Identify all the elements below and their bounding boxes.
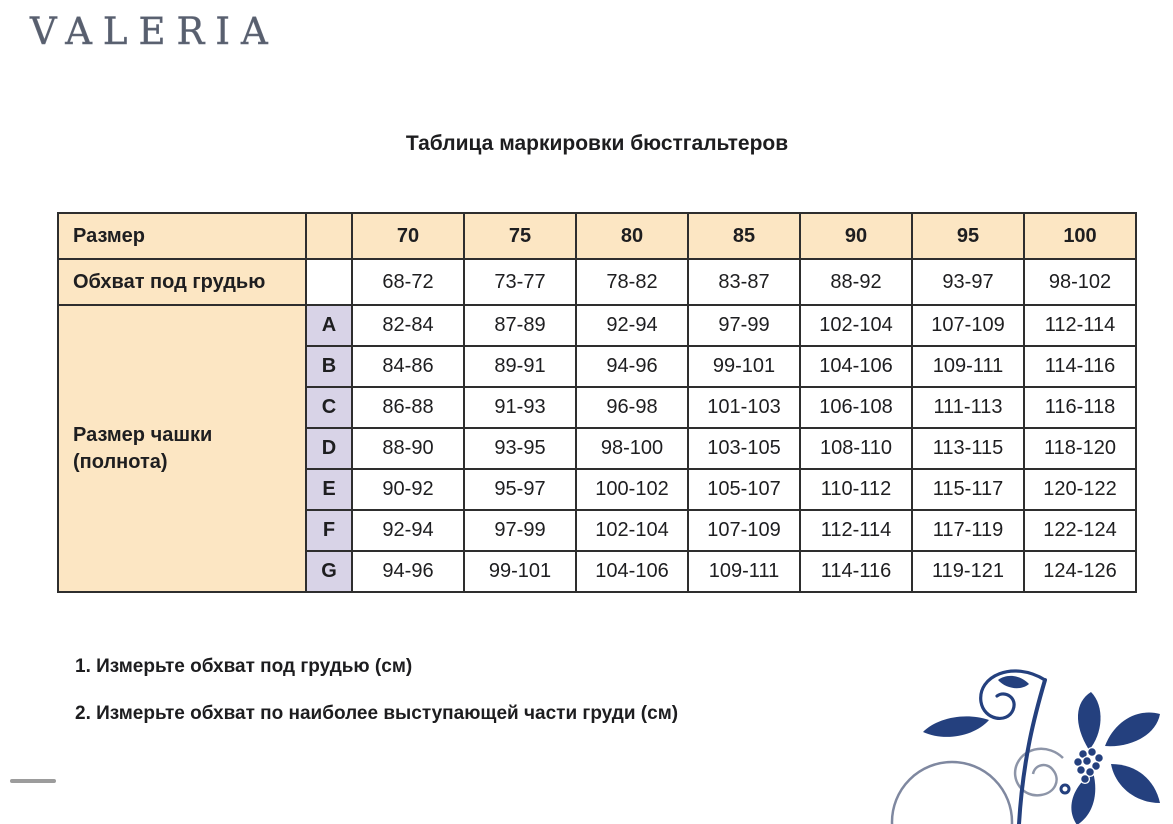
- underbust-cell: 68-72: [352, 259, 464, 305]
- cup-value-cell: 107-109: [912, 305, 1024, 346]
- brand-logo: VALERIA: [30, 10, 279, 53]
- instruction-2: 2. Измерьте обхват по наиболее выступающей части груди (см): [75, 703, 679, 724]
- size-row-label: Размер: [58, 213, 306, 259]
- cup-value-cell: 116-118: [1024, 387, 1136, 428]
- ornament-curl-leaf: [998, 676, 1029, 688]
- cup-value-cell: 106-108: [800, 387, 912, 428]
- flower-petal-upper-right: [1105, 712, 1160, 746]
- cup-value-cell: 119-121: [912, 551, 1024, 592]
- cup-value-cell: 111-113: [912, 387, 1024, 428]
- cup-value-cell: 120-122: [1024, 469, 1136, 510]
- cup-value-cell: 105-107: [688, 469, 800, 510]
- cup-value-cell: 91-93: [464, 387, 576, 428]
- cup-value-cell: 82-84: [352, 305, 464, 346]
- cup-value-cell: 94-96: [576, 346, 688, 387]
- cup-value-cell: 109-111: [912, 346, 1024, 387]
- underbust-cell: 73-77: [464, 259, 576, 305]
- underbust-cell: 83-87: [688, 259, 800, 305]
- measuring-instructions: [75, 656, 678, 750]
- spacer-cell: [306, 259, 352, 305]
- cup-value-cell: 94-96: [352, 551, 464, 592]
- cup-value-cell: 88-90: [352, 428, 464, 469]
- cup-value-cell: 114-116: [1024, 346, 1136, 387]
- cup-letter-cell: E: [306, 469, 352, 510]
- cup-value-cell: 118-120: [1024, 428, 1136, 469]
- cup-value-cell: 93-95: [464, 428, 576, 469]
- cup-value-cell: 97-99: [688, 305, 800, 346]
- cup-value-cell: 102-104: [800, 305, 912, 346]
- table-row-cup-a: [58, 305, 1136, 346]
- cup-value-cell: 114-116: [800, 551, 912, 592]
- cutoff-text-fragment: [10, 779, 56, 783]
- cup-value-cell: 115-117: [912, 469, 1024, 510]
- cup-size-label-line2: (полнота): [73, 450, 168, 473]
- cup-value-cell: 92-94: [352, 510, 464, 551]
- cup-value-cell: 112-114: [800, 510, 912, 551]
- cup-value-cell: 112-114: [1024, 305, 1136, 346]
- size-header-cell: 90: [800, 213, 912, 259]
- size-header-cell: 100: [1024, 213, 1136, 259]
- cup-value-cell: 89-91: [464, 346, 576, 387]
- berry-cluster: [1074, 748, 1104, 784]
- size-header-cell: 95: [912, 213, 1024, 259]
- cup-value-cell: 96-98: [576, 387, 688, 428]
- cup-size-label-line1: Размер чашки: [73, 423, 213, 446]
- underbust-cell: 78-82: [576, 259, 688, 305]
- cup-value-cell: 108-110: [800, 428, 912, 469]
- ornament-circle-swirl: [892, 762, 1012, 824]
- size-header-cell: 80: [576, 213, 688, 259]
- size-header-cell: 70: [352, 213, 464, 259]
- ornament-ring-dot: [1061, 785, 1069, 793]
- cup-value-cell: 104-106: [576, 551, 688, 592]
- cup-value-cell: 101-103: [688, 387, 800, 428]
- cup-value-cell: 97-99: [464, 510, 576, 551]
- cup-letter-cell: F: [306, 510, 352, 551]
- cup-letter-cell: A: [306, 305, 352, 346]
- cup-value-cell: 107-109: [688, 510, 800, 551]
- cup-value-cell: 99-101: [464, 551, 576, 592]
- size-header-cell: 75: [464, 213, 576, 259]
- spacer-cell: [306, 213, 352, 259]
- underbust-cell: 98-102: [1024, 259, 1136, 305]
- cup-value-cell: 104-106: [800, 346, 912, 387]
- cup-value-cell: 84-86: [352, 346, 464, 387]
- cup-value-cell: 90-92: [352, 469, 464, 510]
- flower-petal-upper-left: [1078, 692, 1101, 750]
- cup-value-cell: 122-124: [1024, 510, 1136, 551]
- cup-value-cell: 103-105: [688, 428, 800, 469]
- cup-value-cell: 117-119: [912, 510, 1024, 551]
- cup-size-label: [58, 305, 306, 592]
- cup-letter-cell: G: [306, 551, 352, 592]
- page-title: Таблица маркировки бюстгальтеров: [405, 132, 789, 155]
- cup-value-cell: 99-101: [688, 346, 800, 387]
- instruction-1: 1. Измерьте обхват под грудью (см): [75, 656, 413, 677]
- cup-letter-cell: D: [306, 428, 352, 469]
- cup-value-cell: 124-126: [1024, 551, 1136, 592]
- floral-ornament: [877, 662, 1173, 824]
- underbust-cell: 93-97: [912, 259, 1024, 305]
- underbust-row-label: Обхват под грудью: [58, 259, 306, 305]
- size-header-cell: 85: [688, 213, 800, 259]
- cup-value-cell: 86-88: [352, 387, 464, 428]
- bra-size-table: [57, 212, 1137, 593]
- cup-value-cell: 95-97: [464, 469, 576, 510]
- cup-value-cell: 92-94: [576, 305, 688, 346]
- cup-value-cell: 109-111: [688, 551, 800, 592]
- cup-value-cell: 100-102: [576, 469, 688, 510]
- cup-value-cell: 113-115: [912, 428, 1024, 469]
- cup-value-cell: 87-89: [464, 305, 576, 346]
- underbust-cell: 88-92: [800, 259, 912, 305]
- cup-value-cell: 110-112: [800, 469, 912, 510]
- table-row-underbust: [58, 259, 1136, 305]
- ornament-stem: [1019, 680, 1045, 824]
- table-row-size: [58, 213, 1136, 259]
- cup-value-cell: 102-104: [576, 510, 688, 551]
- cup-value-cell: 98-100: [576, 428, 688, 469]
- cup-letter-cell: B: [306, 346, 352, 387]
- cup-letter-cell: C: [306, 387, 352, 428]
- ornament-leaf: [923, 716, 989, 736]
